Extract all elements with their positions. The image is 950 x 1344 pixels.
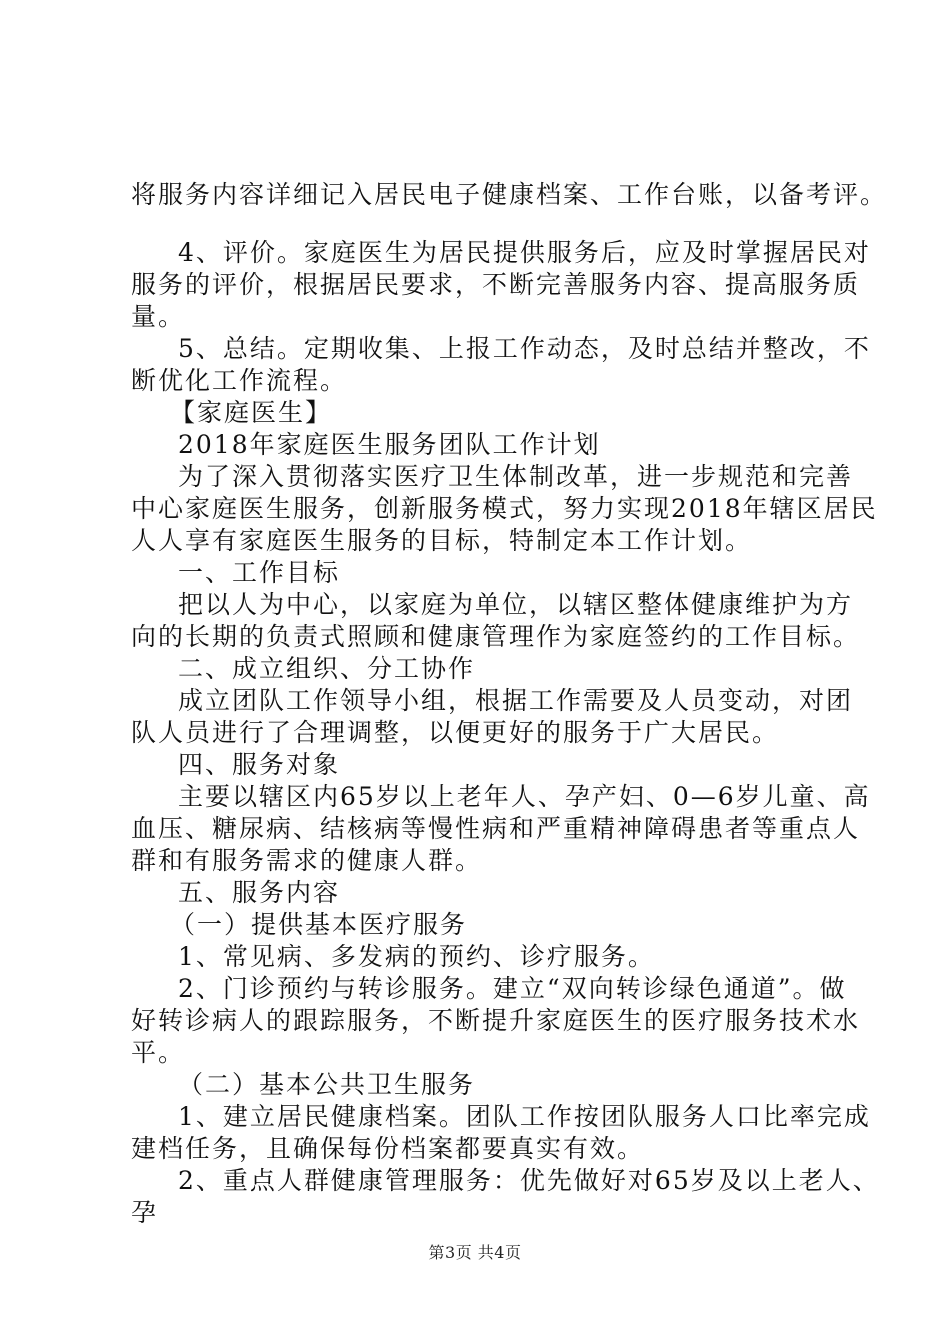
section-heading: 一、工作目标 bbox=[178, 558, 341, 587]
body-line: 2、门诊预约与转诊服务。建立“双向转诊绿色通道”。做 bbox=[178, 974, 847, 1003]
body-line: 建档任务，且确保每份档案都要真实有效。 bbox=[131, 1134, 645, 1163]
body-line: 主要以辖区内65岁以上老年人、孕产妇、0—6岁儿童、高 bbox=[178, 782, 871, 811]
body-line: 2、重点人群健康管理服务：优先做好对65岁及以上老人、 bbox=[178, 1166, 880, 1195]
body-line: 5、总结。定期收集、上报工作动态，及时总结并整改，不 bbox=[178, 334, 871, 363]
body-line: 为了深入贯彻落实医疗卫生体制改革，进一步规范和完善 bbox=[178, 462, 854, 491]
body-line: 向的长期的负责式照顾和健康管理作为家庭签约的工作目标。 bbox=[131, 622, 861, 651]
subsection-heading: （一）提供基本医疗服务 bbox=[170, 910, 468, 939]
body-line: 孕 bbox=[131, 1198, 159, 1227]
section-heading: 二、成立组织、分工协作 bbox=[178, 654, 476, 683]
body-line: 好转诊病人的跟踪服务，不断提升家庭医生的医疗服务技术水 bbox=[131, 1006, 861, 1035]
page-number-footer: 第3页 共4页 bbox=[428, 1243, 522, 1262]
section-heading: 四、服务对象 bbox=[178, 750, 341, 779]
body-line: 服务的评价，根据居民要求，不断完善服务内容、提高服务质 bbox=[131, 270, 861, 299]
body-line: 队人员进行了合理调整，以便更好的服务于广大居民。 bbox=[131, 718, 780, 747]
body-line: 成立团队工作领导小组，根据工作需要及人员变动，对团 bbox=[178, 686, 854, 715]
document-title: 2018年家庭医生服务团队工作计划 bbox=[178, 430, 601, 459]
body-line: 将服务内容详细记入居民电子健康档案、工作台账，以备考评。 bbox=[131, 180, 888, 209]
body-line: 血压、糖尿病、结核病等慢性病和严重精神障碍患者等重点人 bbox=[131, 814, 861, 843]
section-heading: 五、服务内容 bbox=[178, 878, 341, 907]
body-line: 断优化工作流程。 bbox=[131, 366, 348, 395]
body-line: 把以人为中心，以家庭为单位，以辖区整体健康维护为方 bbox=[178, 590, 854, 619]
body-line: 1、常见病、多发病的预约、诊疗服务。 bbox=[178, 942, 655, 971]
subsection-heading: （二）基本公共卫生服务 bbox=[178, 1070, 476, 1099]
body-line: 1、建立居民健康档案。团队工作按团队服务人口比率完成 bbox=[178, 1102, 871, 1131]
body-line: 群和有服务需求的健康人群。 bbox=[131, 846, 483, 875]
body-line: 人人享有家庭医生服务的目标，特制定本工作计划。 bbox=[131, 526, 753, 555]
section-heading: 【家庭医生】 bbox=[170, 398, 333, 427]
body-line: 平。 bbox=[131, 1038, 186, 1067]
body-line: 中心家庭医生服务，创新服务模式，努力实现2018年辖区居民 bbox=[131, 494, 878, 523]
body-line: 4、评价。家庭医生为居民提供服务后，应及时掌握居民对 bbox=[178, 238, 871, 267]
body-line: 量。 bbox=[131, 302, 186, 331]
